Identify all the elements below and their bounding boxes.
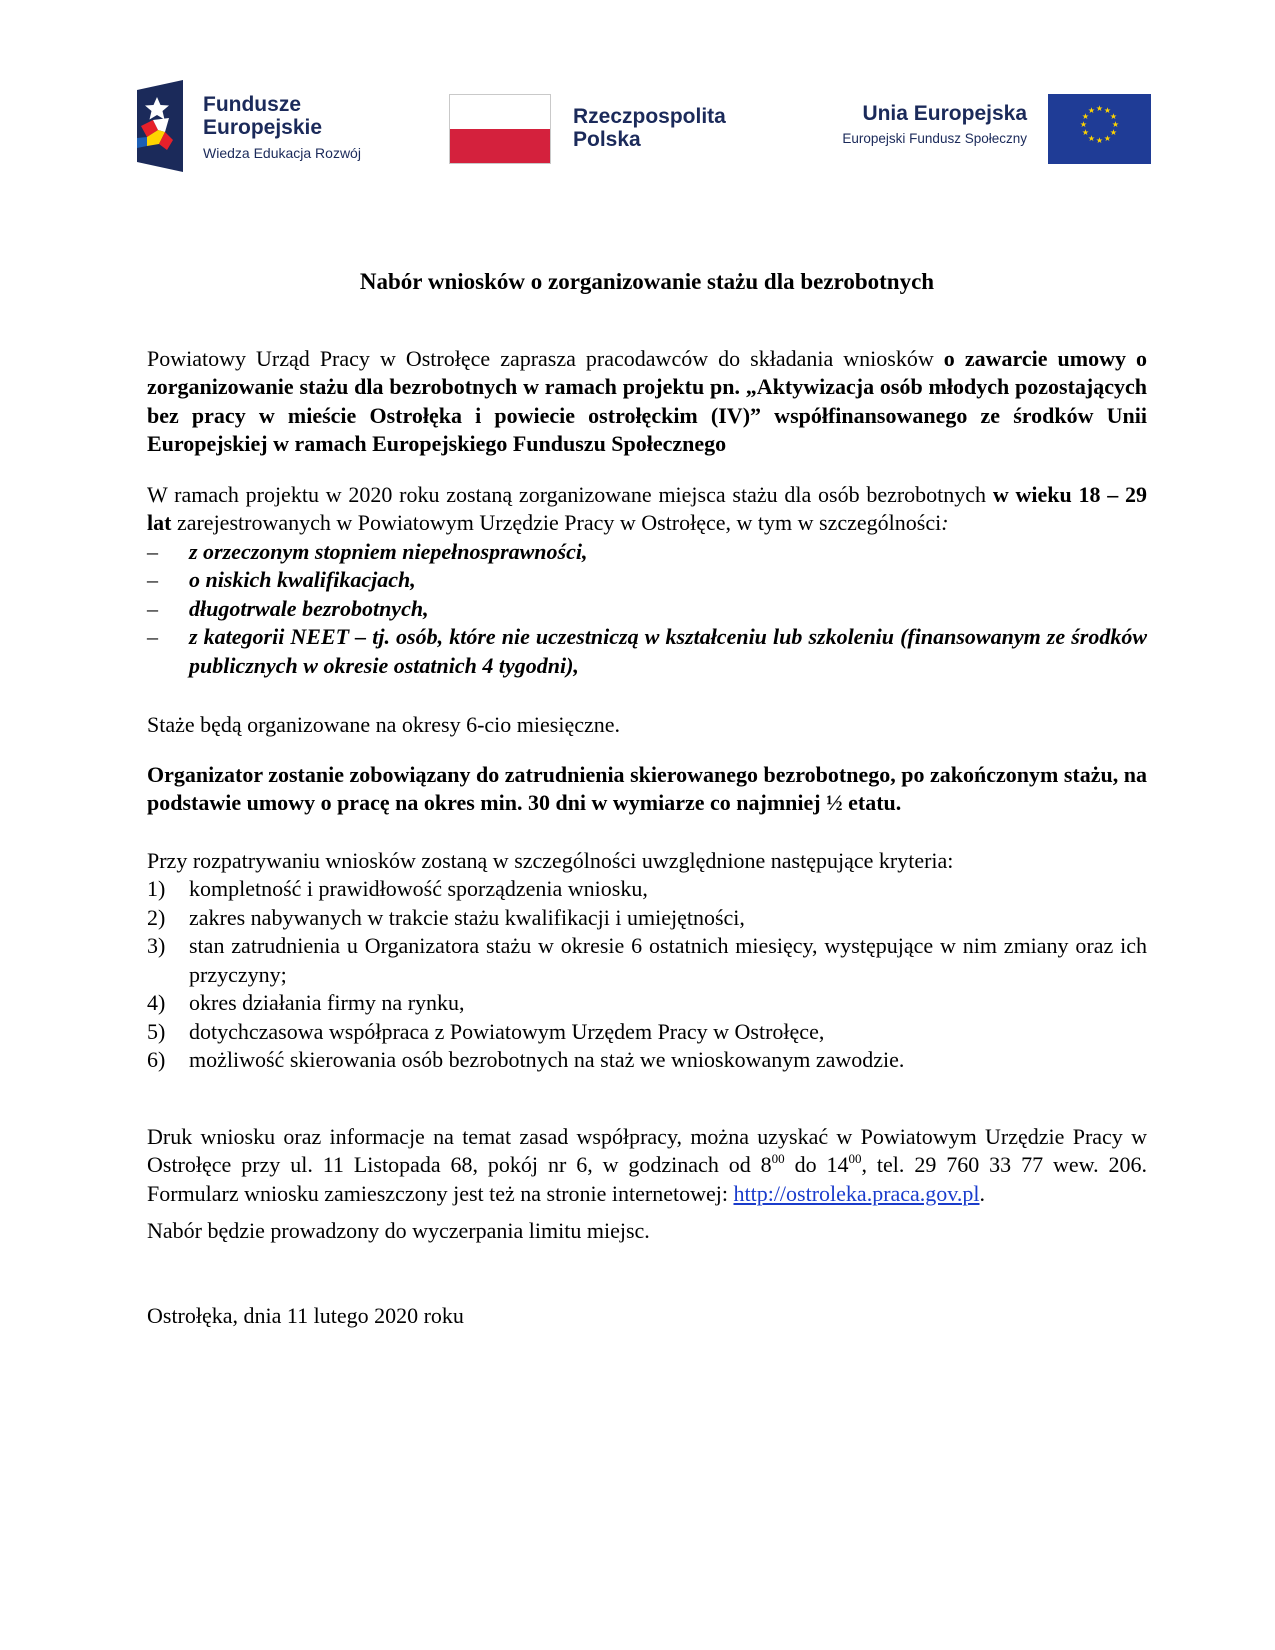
eu-flag-icon bbox=[1048, 94, 1151, 164]
list-item: 2) zakres nabywanych w trakcie stażu kwalifikacji i umiejętności, bbox=[147, 904, 1147, 933]
polish-flag-icon bbox=[449, 94, 551, 164]
svg-text:★: ★ bbox=[1087, 106, 1096, 115]
list-item: – z orzeczonym stopniem niepełnosprawności, bbox=[147, 538, 1147, 567]
criteria-number: 5) bbox=[147, 1018, 166, 1044]
unia-europejska-logo bbox=[805, 94, 1151, 164]
criteria-number: 1) bbox=[147, 876, 166, 901]
criteria-list bbox=[147, 875, 1147, 1075]
list-item: – o niskich kwalifikacjach, bbox=[147, 566, 1147, 595]
list-item: – długotrwale bezrobotnych, bbox=[147, 595, 1147, 624]
fe-logo-tagline: Wiedza Edukacja Rozwój bbox=[203, 145, 361, 161]
rp-logo-line2: Polska bbox=[573, 128, 641, 151]
svg-text:★: ★ bbox=[1109, 128, 1118, 137]
svg-text:★: ★ bbox=[1079, 120, 1088, 129]
closing-hour-minutes: 00 bbox=[848, 1151, 862, 1166]
page-title: Nabór wniosków o zorganizowanie stażu dla bezrobotnych bbox=[359, 269, 935, 294]
fundusze-europejskie-logo bbox=[137, 80, 397, 172]
obligation-paragraph: Organizator zostanie zobowiązany do zatrudnienia skierowanego bezrobotnego, po zakończonym stażu, na podstawie umowy o pracę na okres min. 30 dni w wymiarze co najmniej ½ etatu. bbox=[147, 761, 1147, 815]
criteria-number: 4) bbox=[147, 990, 166, 1015]
dash-marker: – bbox=[147, 595, 158, 621]
list-item: 4) okres działania firmy na rynku, bbox=[147, 989, 1147, 1018]
intro-project-name: o zawarcie umowy o zorganizowanie stażu dla bezrobotnych w ramach projektu pn. „Aktywizacja osób młodych pozostających bez pracy w mieście Ostrołęka i powiecie ostrołęckim (IV)” współfinansowanego ze środków Unii Europejskiej w ramach Europejskiego Funduszu Społecznego bbox=[147, 345, 1147, 456]
svg-text:★: ★ bbox=[1103, 106, 1112, 115]
fe-logo-line1: Fundusze bbox=[203, 93, 301, 116]
rp-logo-line1: Rzeczpospolita bbox=[573, 105, 726, 128]
criteria-number: 2) bbox=[147, 904, 166, 930]
groups-mid: zarejestrowanych w Powiatowym Urzędzie Pracy w Ostrołęce, w tym w szczególności bbox=[176, 510, 942, 535]
opening-hour-minutes: 00 bbox=[771, 1151, 785, 1166]
list-item: 1) kompletność i prawidłowość sporządzenia wniosku, bbox=[147, 875, 1147, 904]
fundusze-europejskie-mark-icon bbox=[137, 80, 183, 172]
svg-text:★: ★ bbox=[1087, 134, 1096, 143]
svg-text:★: ★ bbox=[1109, 112, 1118, 121]
ue-logo-line2: Europejski Fundusz Społeczny bbox=[842, 131, 1027, 146]
criteria-number: 3) bbox=[147, 933, 166, 958]
list-item: 5) dotychczasowa współpraca z Powiatowym Urzędem Pracy w Ostrołęce, bbox=[147, 1018, 1147, 1047]
dash-marker: – bbox=[147, 624, 158, 649]
document-body bbox=[147, 268, 1147, 1330]
dash-marker: – bbox=[147, 538, 158, 564]
duration-paragraph: Staże będą organizowane na okresy 6-cio miesięczne. bbox=[147, 712, 620, 737]
criteria-intro: Przy rozpatrywaniu wniosków zostaną w szczególności uwzględnione następujące kryteria: bbox=[147, 847, 954, 873]
groups-lead: W ramach projektu w 2020 roku zostaną zorganizowane miejsca stażu dla osób bezrobotnych bbox=[147, 481, 987, 507]
ue-logo-line1: Unia Europejska bbox=[862, 102, 1027, 125]
svg-text:★: ★ bbox=[1095, 104, 1104, 113]
svg-text:★: ★ bbox=[1081, 112, 1090, 121]
groups-colon: : bbox=[941, 510, 949, 535]
criteria-number: 6) bbox=[147, 1047, 166, 1072]
logo-bar bbox=[0, 0, 1275, 200]
fe-logo-line2: Europejskie bbox=[203, 116, 323, 139]
intro-paragraph bbox=[147, 345, 1147, 459]
dash-marker: – bbox=[147, 567, 158, 592]
target-groups-list bbox=[147, 538, 1147, 681]
list-item: 6) możliwość skierowania osób bezrobotnych na staż we wnioskowanym zawodzie. bbox=[147, 1046, 1147, 1075]
rzeczpospolita-polska-logo bbox=[449, 94, 749, 166]
list-item: 3) stan zatrudnienia u Organizatora stażu w okresie 6 ostatnich miesięcy, występujące w nim zmiany oraz ich przyczyny; bbox=[147, 933, 1147, 987]
svg-text:★: ★ bbox=[1103, 134, 1112, 143]
date-line: Ostrołęka, dnia 11 lutego 2020 roku bbox=[147, 1302, 464, 1328]
contact-paragraph: Druk wniosku oraz informacje na temat zasad współpracy, można uzyskać w Powiatowym Urzędzie Pracy w Ostrołęce przy ul. 11 Listopada 68, pokój nr 6, w godzinach od $8^{00}$ do $14^{00}$, tel. 29 760 33 77 wew. 206. Formularz wniosku zamieszczony jest też na stronie internetowej: http://ostroleka.praca.gov.pl. bbox=[147, 1123, 1148, 1206]
svg-text:★: ★ bbox=[1111, 120, 1120, 129]
age-range: w wieku 18 – 29 lat bbox=[147, 481, 1147, 535]
website-link[interactable]: http://ostroleka.praca.gov.pl bbox=[733, 1180, 980, 1206]
target-groups-intro bbox=[147, 481, 1147, 538]
intro-lead: Powiatowy Urząd Pracy w Ostrołęce zaprasza pracodawców do składania wniosków bbox=[147, 345, 934, 371]
list-item: – z kategorii NEET – tj. osób, które nie uczestniczą w kształceniu lub szkoleniu (finansowanym ze środków publicznych w okresie ostatnich 4 tygodni), bbox=[147, 624, 1147, 678]
svg-text:★: ★ bbox=[1095, 136, 1104, 145]
svg-text:★: ★ bbox=[1081, 128, 1090, 137]
closing-paragraph: Nabór będzie prowadzony do wyczerpania limitu miejsc. bbox=[147, 1218, 650, 1243]
